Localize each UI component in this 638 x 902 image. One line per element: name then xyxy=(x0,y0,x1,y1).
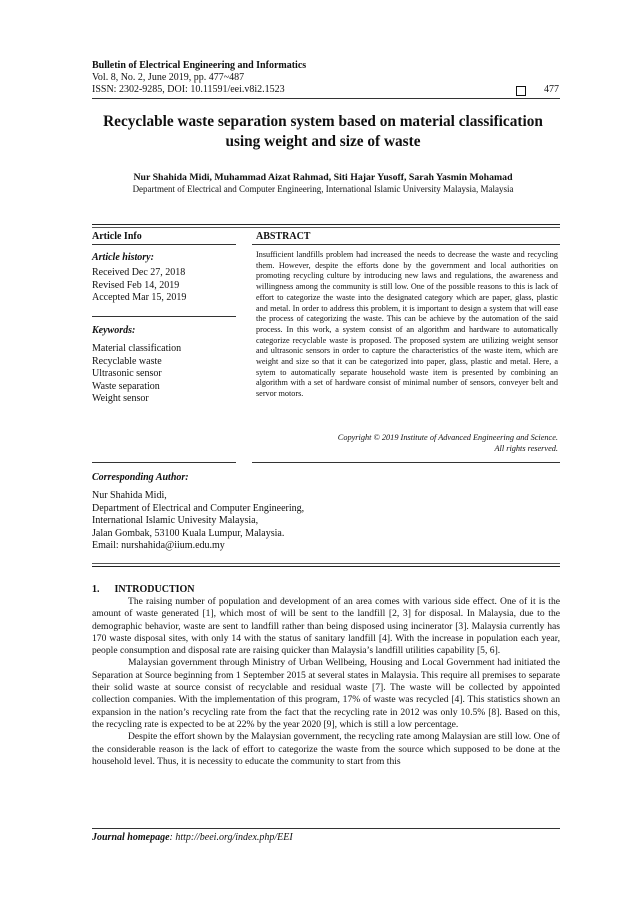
history-list xyxy=(92,267,186,305)
volume-info: Vol. 8, No. 2, June 2019, pp. 477~487 xyxy=(92,72,245,83)
keyword-item: Waste separation xyxy=(92,380,160,392)
paragraph: Despite the effort shown by the Malaysian government, the recycling rate among Malaysian are still low. One of the considerable reason is the lack of effort to categorize the waste from the source which supposed to be done at the household level. Thus, it is necessity to educate the community to start from this xyxy=(92,731,560,767)
history-rule xyxy=(92,316,236,317)
author-department: Department of Electrical and Computer Engineering, xyxy=(92,502,305,514)
page-number: 477 xyxy=(544,84,559,95)
abstract-bottom-rule xyxy=(252,462,560,463)
header-rule xyxy=(92,98,560,99)
rights-line: All rights reserved. xyxy=(494,444,558,453)
front-matter-bottom-rule-thick xyxy=(92,566,560,567)
info-bottom-rule xyxy=(92,462,236,463)
journal-name: Bulletin of Electrical Engineering and Informatics xyxy=(92,60,307,71)
abstract-heading-rule xyxy=(252,244,560,245)
abstract-text: Insufficient landfills problem had increased the needs to decrease the waste and recycling them. However, despite the efforts done by the government and local authorities on promoting recycling culture by introducing new laws and regulations, the awareness and willingness among the community is still low. One of the possible reasons to this is lack of effort to categorize the waste into the designated category which are paper, glass, plastic and metal. In order to address this problem, it is important to design a system that will ease the process of categorizing the waste. This can be achieve by the automation of the said process. In this work, a system consist of an algorithm and hardware to automatically categorize recyclable waste is proposed. The proposed system are utilizing weight sensor and ultrasonic sensors in order to capture the characteristics of the waste item, which are weight and size so that it can be categorized into paper, glass, plastic and metal. Here, a sytem to automatically separate household waste item is presented by combining an algorithm with a set of hardware consist of minimal number of sensors, conveyer belt and servor motors. xyxy=(256,250,558,399)
abstract-heading: ABSTRACT xyxy=(256,231,311,242)
front-matter-bottom-rule-thin xyxy=(92,563,560,564)
history-accepted: Accepted Mar 15, 2019 xyxy=(92,292,187,303)
info-heading-rule xyxy=(92,244,236,245)
paragraph: The raising number of population and development of an area comes with various side effect. One of it is the amount of waste generated [1], which most of will be sent to the landfill [2, 3] for disposal. In Malaysia, due to the demographic behavior, waste are sent to landfill rather than being disposed using incinerator [3]. Malaysia currently has 170 waste disposal sites, with only 14 with the status of sanitary landfill [4]. With the increase in population each year, people consumption and disposal rate are raising quicker than Malaysia’s landfill utilities capability [5, 6]. xyxy=(92,596,560,657)
journal-homepage xyxy=(92,832,293,844)
keyword-item: Weight sensor xyxy=(92,393,149,404)
history-received: Received Dec 27, 2018 xyxy=(92,267,186,278)
author-list: Nur Shahida Midi, Muhammad Aizat Rahmad, Siti Hajar Yusoff, Sarah Yasmin Mohamad xyxy=(133,172,513,183)
article-info-heading: Article Info xyxy=(92,231,142,242)
history-heading: Article history: xyxy=(92,252,154,263)
keywords-heading: Keywords: xyxy=(92,325,136,336)
author-university: International Islamic Univesity Malaysia, xyxy=(92,515,259,526)
keyword-list xyxy=(92,343,181,406)
author-name: Nur Shahida Midi, xyxy=(92,490,167,501)
homepage-url[interactable]: : http://beei.org/index.php/EEI xyxy=(169,832,293,843)
author-address: Jalan Gombak, 53100 Kuala Lumpur, Malaysia. xyxy=(92,527,285,539)
introduction-body xyxy=(92,596,560,768)
info-top-rule-thick xyxy=(92,224,560,225)
history-revised: Revised Feb 14, 2019 xyxy=(92,279,180,291)
corresponding-author-heading: Corresponding Author: xyxy=(92,472,189,483)
paragraph: Malaysian government through Ministry of Urban Wellbeing, Housing and Local Government had initiated the Separation at Source beginning from 1 September 2015 at several states in Malaysia. This require all premises to separate their solid waste at source consist of recyclable and residual waste [7]. The waste will be collected by appointed collection companies. With the implementation of this program, 17% of waste was recycled [4]. This statistics shown an expansion in the nation’s recycling rate from the fact that the recycling rate in 2012 was only 10.5% [8]. Based on this, the recycling rate is expected to be at 22% by the year 2020 [9], which is still a low percentage. xyxy=(92,657,560,730)
keyword-item: Material classification xyxy=(92,343,182,354)
square-icon xyxy=(516,86,526,96)
issn-doi: ISSN: 2302-9285, DOI: 10.11591/eei.v8i2.1523 xyxy=(92,84,285,95)
keyword-item: Recyclable waste xyxy=(92,355,162,367)
author-email: Email: nurshahida@iium.edu.my xyxy=(92,540,225,551)
footer-rule xyxy=(92,828,560,829)
copyright-line: Copyright © 2019 Institute of Advanced Engineering and Science. xyxy=(337,433,558,442)
introduction-heading: 1. INTRODUCTION xyxy=(92,584,195,595)
copyright-notice xyxy=(256,432,558,454)
keyword-item: Ultrasonic sensor xyxy=(92,368,162,379)
homepage-label: Journal homepage xyxy=(92,832,170,843)
corresponding-author-details xyxy=(92,490,304,553)
paper-title: Recyclable waste separation system based on material classification using weight and size of waste xyxy=(103,113,543,150)
affiliation: Department of Electrical and Computer Engineering, International Islamic University Malaysia, Malaysia xyxy=(132,184,514,194)
info-top-rule-thin xyxy=(92,227,560,228)
